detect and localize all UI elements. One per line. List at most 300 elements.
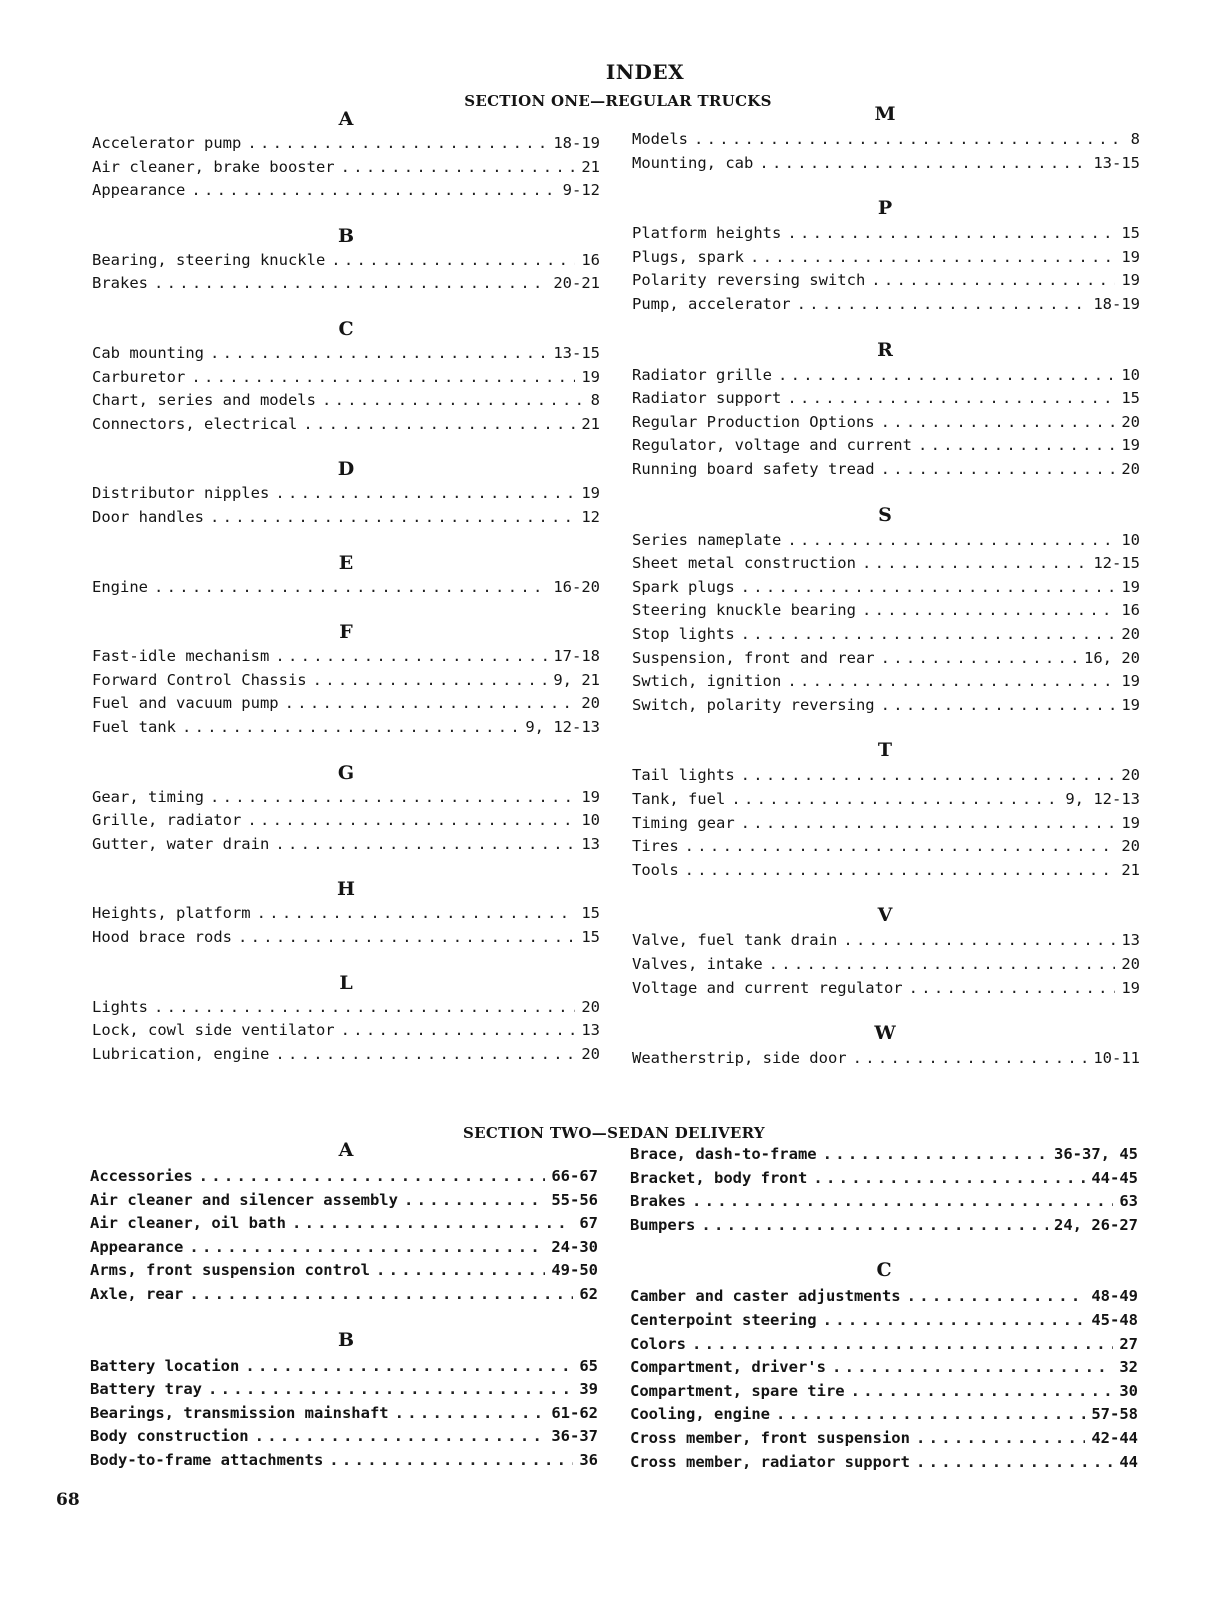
index-entry-pages: 20 [1121, 766, 1140, 785]
dot-leader [787, 529, 1115, 551]
index-entry [92, 692, 600, 714]
index-entry [92, 413, 600, 435]
index-entry [630, 1451, 1138, 1473]
index-entry-pages: 27 [1119, 1334, 1138, 1353]
index-entry [630, 1143, 1138, 1165]
dot-leader [731, 788, 1059, 810]
dot-leader [750, 246, 1115, 268]
index-letter-heading: B [337, 1328, 355, 1351]
dot-leader [199, 1165, 546, 1187]
dot-leader [247, 809, 575, 831]
index-entry [630, 1309, 1138, 1331]
section-two-title: SECTION TWO—SEDAN DELIVERY [463, 1124, 765, 1142]
index-entry [92, 926, 600, 948]
dot-leader [692, 1333, 1113, 1355]
index-entry [92, 272, 600, 294]
index-letter-heading: P [877, 197, 893, 220]
index-entry-pages: 19 [1121, 247, 1140, 266]
index-entry-label: Fuel tank [92, 718, 176, 736]
section-one-title: SECTION ONE—REGULAR TRUCKS [464, 92, 772, 110]
dot-leader [741, 764, 1116, 786]
index-entry-label: Brakes [92, 274, 148, 293]
dot-leader [292, 1212, 573, 1234]
index-entry-label: Tail lights [632, 766, 735, 785]
index-entry [92, 249, 600, 271]
index-entry-label: Body-to-frame attachments [90, 1451, 324, 1469]
index-entry-pages: 13-15 [1093, 153, 1140, 172]
dot-leader [741, 812, 1116, 834]
index-entry-label: Cooling, engine [630, 1405, 770, 1424]
dot-leader [843, 929, 1115, 951]
index-letter-heading: B [337, 224, 355, 247]
dot-leader [787, 670, 1115, 692]
index-entry [92, 645, 600, 667]
index-entry-pages: 20 [581, 997, 600, 1016]
dot-leader [255, 1425, 546, 1447]
dot-leader [313, 669, 548, 691]
index-entry-label: Distributor nipples [92, 484, 270, 503]
dot-leader [329, 1449, 573, 1471]
dot-leader [907, 1285, 1086, 1307]
index-entry-label: Carburetor [92, 367, 186, 386]
index-entry-label: Suspension, front and rear [632, 648, 875, 667]
index-entry [632, 835, 1140, 857]
dot-leader [916, 1427, 1085, 1449]
index-entry [90, 1425, 598, 1447]
index-entry [632, 529, 1140, 551]
dot-leader [154, 996, 575, 1018]
index-entry [92, 506, 600, 528]
index-entry-label: Lock, cowl side ventilator [92, 1021, 335, 1040]
index-entry-label: Accessories [90, 1167, 193, 1185]
index-entry-label: Steering knuckle bearing [632, 601, 856, 620]
dot-leader [210, 506, 575, 528]
dot-leader [701, 1214, 1048, 1236]
dot-leader [862, 599, 1115, 621]
index-entry [90, 1449, 598, 1471]
index-letter-heading: C [338, 318, 354, 340]
index-entry-pages: 19 [1121, 271, 1140, 290]
index-entry-label: Heights, platform [92, 904, 251, 923]
index-entry-pages: 9, 12-13 [525, 718, 600, 736]
index-entry [632, 387, 1140, 409]
index-entry-label: Switch, polarity reversing [632, 695, 875, 714]
dot-leader [182, 716, 519, 738]
dot-leader [881, 458, 1116, 480]
index-letter-heading: W [874, 1022, 896, 1045]
index-entry [92, 996, 600, 1018]
index-letter-heading: R [877, 338, 893, 361]
index-entry-pages: 21 [581, 157, 600, 176]
index-entry-label: Lubrication, engine [92, 1044, 270, 1063]
index-entry [92, 786, 600, 808]
index-entry-pages: 65 [579, 1356, 598, 1375]
dot-leader [245, 1355, 573, 1377]
index-entry-pages: 20 [1121, 460, 1140, 478]
index-entry-label: Accelerator pump [92, 134, 242, 152]
index-entry [632, 434, 1140, 456]
index-entry [632, 293, 1140, 315]
index-entry-pages: 8 [1130, 130, 1140, 148]
index-entry-label: Axle, rear [90, 1285, 184, 1303]
dot-leader [247, 132, 547, 154]
index-entry-label: Appearance [92, 181, 186, 200]
index-entry [92, 366, 600, 388]
index-entry [632, 977, 1140, 999]
index-entry-pages: 36-37 [551, 1427, 598, 1446]
index-entry-label: Sheet metal construction [632, 554, 856, 573]
dot-leader [208, 1378, 573, 1400]
index-title: INDEX [605, 60, 685, 84]
index-entry-pages: 32 [1119, 1358, 1138, 1377]
index-entry-label: Tank, fuel [632, 790, 726, 808]
index-entry-pages: 9, 21 [553, 670, 600, 689]
dot-leader [741, 623, 1116, 645]
dot-leader [787, 222, 1115, 244]
dot-leader [395, 1402, 546, 1424]
index-entry [90, 1259, 598, 1281]
dot-leader [376, 1259, 545, 1281]
index-entry-label: Hood brace rods [92, 928, 232, 946]
index-entry-label: Gear, timing [92, 787, 204, 806]
index-entry-pages: 20 [1121, 625, 1140, 643]
index-entry-label: Radiator grille [632, 365, 772, 384]
index-entry-label: Bumpers [630, 1215, 696, 1234]
dot-leader [853, 1047, 1088, 1069]
index-entry-pages: 19 [1121, 672, 1140, 691]
dot-leader [741, 576, 1116, 598]
index-letter-heading: M [874, 103, 896, 125]
index-entry-label: Swtich, ignition [632, 672, 782, 691]
index-entry [632, 576, 1140, 598]
index-entry [92, 1043, 600, 1065]
index-entry-pages: 66-67 [551, 1167, 598, 1185]
index-entry-label: Camber and caster adjustments [630, 1287, 901, 1306]
dot-leader [759, 152, 1087, 174]
index-entry [630, 1285, 1138, 1307]
dot-leader [692, 1190, 1113, 1212]
index-entry-pages: 19 [1121, 436, 1140, 455]
index-entry [632, 859, 1140, 881]
dot-leader [832, 1356, 1113, 1378]
index-letter-heading: V [877, 904, 893, 927]
index-entry [630, 1190, 1138, 1212]
dot-leader [275, 1043, 575, 1065]
index-entry [92, 156, 600, 178]
index-entry-pages: 45-48 [1091, 1311, 1138, 1329]
index-entry [92, 669, 600, 691]
index-entry [632, 246, 1140, 268]
page-number: 68 [56, 1490, 80, 1510]
index-entry-pages: 30 [1119, 1381, 1138, 1400]
index-entry-pages: 15 [581, 928, 600, 946]
index-entry-pages: 19 [581, 787, 600, 806]
index-letter-heading: E [338, 551, 354, 574]
index-entry [92, 482, 600, 504]
index-entry [632, 812, 1140, 834]
index-entry [92, 833, 600, 855]
index-entry-pages: 36 [579, 1451, 598, 1469]
dot-leader [191, 366, 575, 388]
dot-leader [862, 552, 1087, 574]
index-entry-label: Regulator, voltage and current [632, 436, 912, 455]
index-entry [630, 1403, 1138, 1425]
dot-leader [275, 833, 575, 855]
index-entry [632, 1047, 1140, 1069]
index-entry-pages: 13-15 [553, 344, 600, 362]
index-entry-pages: 8 [590, 391, 600, 410]
dot-leader [210, 786, 575, 808]
dot-leader [685, 835, 1116, 857]
index-entry [92, 389, 600, 411]
index-entry-pages: 21 [1121, 860, 1140, 879]
index-entry [630, 1333, 1138, 1355]
index-entry [90, 1165, 598, 1187]
index-entry-label: Gutter, water drain [92, 834, 270, 853]
index-entry [92, 809, 600, 831]
index-entry-pages: 15 [1121, 389, 1140, 408]
index-entry [632, 552, 1140, 574]
dot-leader [275, 645, 547, 667]
index-entry-pages: 24, 26-27 [1054, 1215, 1138, 1234]
index-entry-pages: 16, 20 [1084, 648, 1140, 667]
index-entry-pages: 20 [581, 1044, 600, 1063]
index-letter-heading: T [877, 739, 893, 762]
index-entry-pages: 39 [579, 1380, 598, 1399]
index-entry [632, 670, 1140, 692]
index-entry [92, 1019, 600, 1041]
index-entry [90, 1378, 598, 1400]
index-entry-label: Series nameplate [632, 530, 782, 549]
index-entry-pages: 57-58 [1091, 1405, 1138, 1424]
dot-leader [685, 859, 1116, 881]
index-entry-pages: 19 [1121, 813, 1140, 832]
dot-leader [154, 576, 547, 598]
index-entry-label: Weatherstrip, side door [632, 1049, 847, 1068]
index-entry [632, 458, 1140, 480]
index-entry [632, 152, 1140, 174]
dot-leader [275, 482, 575, 504]
dot-leader [881, 647, 1078, 669]
index-entry-label: Bearings, transmission mainshaft [90, 1403, 389, 1422]
index-letter-heading: F [339, 621, 353, 644]
index-entry-pages: 44 [1119, 1452, 1138, 1471]
index-entry-label: Brace, dash-to-frame [630, 1145, 817, 1163]
index-entry-pages: 20-21 [553, 274, 600, 293]
index-entry [632, 647, 1140, 669]
dot-leader [694, 128, 1125, 150]
index-entry-label: Appearance [90, 1237, 184, 1256]
index-entry-pages: 44-45 [1091, 1168, 1138, 1187]
index-entry-label: Centerpoint steering [630, 1311, 817, 1329]
index-entry-label: Arms, front suspension control [90, 1261, 370, 1280]
index-entry [632, 128, 1140, 150]
index-entry-label: Pump, accelerator [632, 295, 791, 313]
index-entry-pages: 12 [581, 508, 600, 526]
index-entry-label: Running board safety tread [632, 460, 875, 478]
dot-leader [331, 249, 575, 271]
index-entry-pages: 19 [1121, 695, 1140, 714]
index-entry-pages: 18-19 [1093, 295, 1140, 313]
index-letter-heading: L [339, 971, 353, 994]
dot-leader [341, 1019, 576, 1041]
index-entry-pages: 10 [1121, 530, 1140, 549]
index-entry-pages: 20 [581, 694, 600, 713]
dot-leader [341, 156, 576, 178]
index-entry-label: Body construction [90, 1427, 249, 1446]
index-entry [630, 1167, 1138, 1189]
dot-leader [851, 1380, 1114, 1402]
dot-leader [909, 977, 1116, 999]
index-entry-label: Compartment, spare tire [630, 1381, 845, 1400]
index-entry [92, 179, 600, 201]
index-entry-label: Compartment, driver's [630, 1358, 826, 1377]
index-entry [92, 342, 600, 364]
dot-leader [210, 342, 547, 364]
index-entry [90, 1355, 598, 1377]
index-entry-pages: 19 [1121, 577, 1140, 596]
index-entry-label: Cross member, radiator support [630, 1452, 910, 1471]
index-entry-label: Cab mounting [92, 344, 204, 362]
index-entry [90, 1402, 598, 1424]
index-entry-pages: 20 [1121, 412, 1140, 431]
index-entry-label: Valve, fuel tank drain [632, 931, 838, 950]
index-entry-label: Spark plugs [632, 577, 735, 596]
index-entry-label: Tires [632, 837, 679, 856]
index-entry-pages: 10 [581, 811, 600, 830]
index-entry [632, 764, 1140, 786]
index-entry-label: Grille, radiator [92, 811, 242, 830]
dot-leader [769, 953, 1116, 975]
index-entry-pages: 21 [581, 414, 600, 433]
index-entry-label: Stop lights [632, 625, 735, 643]
dot-leader [303, 413, 575, 435]
dot-leader [285, 692, 576, 714]
index-entry-label: Bracket, body front [630, 1168, 808, 1187]
index-entry-pages: 62 [579, 1285, 598, 1303]
index-entry-pages: 9-12 [562, 181, 600, 200]
dot-leader [778, 364, 1115, 386]
dot-leader [776, 1403, 1085, 1425]
dot-leader [881, 411, 1116, 433]
index-entry [90, 1212, 598, 1234]
dot-leader [189, 1236, 545, 1258]
dot-leader [918, 434, 1115, 456]
dot-leader [787, 387, 1115, 409]
index-letter-heading: G [337, 761, 355, 784]
index-entry [632, 788, 1140, 810]
index-entry-pages: 18-19 [553, 134, 600, 152]
index-entry-label: Air cleaner, brake booster [92, 157, 335, 176]
index-entry [90, 1283, 598, 1305]
index-entry [90, 1189, 598, 1211]
index-entry-label: Timing gear [632, 813, 735, 832]
index-entry [632, 953, 1140, 975]
index-entry-pages: 61-62 [551, 1403, 598, 1422]
index-entry-pages: 20 [1121, 955, 1140, 973]
index-entry-pages: 10 [1121, 365, 1140, 384]
index-entry-pages: 17-18 [553, 647, 600, 666]
index-entry-label: Tools [632, 860, 679, 879]
index-entry-pages: 15 [581, 904, 600, 923]
index-entry-label: Models [632, 130, 688, 148]
index-entry-label: Air cleaner, oil bath [90, 1214, 286, 1233]
index-letter-heading: A [338, 1139, 354, 1161]
index-entry-label: Plugs, spark [632, 247, 744, 266]
dot-leader [154, 272, 547, 294]
dot-leader [322, 389, 585, 411]
dot-leader [189, 1283, 573, 1305]
index-entry-label: Regular Production Options [632, 412, 875, 431]
index-entry-label: Mounting, cab [632, 153, 754, 172]
index-entry-label: Battery location [90, 1356, 240, 1375]
index-entry-pages: 55-56 [551, 1190, 598, 1209]
index-entry-pages: 48-49 [1091, 1287, 1138, 1306]
index-entry [632, 599, 1140, 621]
index-entry [630, 1356, 1138, 1378]
index-entry-pages: 67 [579, 1214, 598, 1233]
index-letter-heading: A [338, 108, 354, 130]
index-entry-pages: 19 [1121, 978, 1140, 997]
index-entry-pages: 13 [581, 1021, 600, 1040]
index-entry-label: Colors [630, 1334, 686, 1353]
dot-leader [813, 1167, 1085, 1189]
index-entry-label: Platform heights [632, 224, 782, 243]
index-entry [632, 694, 1140, 716]
index-entry-pages: 49-50 [551, 1261, 598, 1280]
index-entry [630, 1214, 1138, 1236]
index-entry-label: Polarity reversing switch [632, 271, 866, 290]
index-entry [92, 132, 600, 154]
index-letter-heading: S [878, 503, 892, 526]
dot-leader [257, 902, 576, 924]
index-entry-label: Chart, series and models [92, 391, 316, 410]
index-entry-pages: 13 [581, 834, 600, 853]
dot-leader [871, 269, 1115, 291]
index-entry-label: Fuel and vacuum pump [92, 694, 279, 713]
index-entry [632, 269, 1140, 291]
index-entry-pages: 42-44 [1091, 1429, 1138, 1447]
index-entry [632, 623, 1140, 645]
index-entry-pages: 16 [581, 250, 600, 269]
index-entry [92, 576, 600, 598]
index-entry-label: Voltage and current regulator [632, 978, 903, 997]
index-entry-label: Connectors, electrical [92, 414, 298, 433]
index-letter-heading: D [337, 458, 355, 481]
index-entry-label: Forward Control Chassis [92, 670, 307, 689]
index-entry [92, 902, 600, 924]
index-entry-pages: 9, 12-13 [1065, 790, 1140, 808]
dot-leader [191, 179, 556, 201]
index-entry-pages: 13 [1121, 931, 1140, 950]
index-entry [632, 222, 1140, 244]
dot-leader [823, 1309, 1086, 1331]
index-entry-label: Valves, intake [632, 955, 763, 973]
index-entry-label: Battery tray [90, 1380, 202, 1399]
index-entry-label: Door handles [92, 508, 204, 526]
index-entry-label: Lights [92, 997, 148, 1016]
index-entry-label: Cross member, front suspension [630, 1429, 910, 1447]
index-entry-pages: 12-15 [1093, 554, 1140, 573]
index-entry-label: Brakes [630, 1192, 686, 1211]
index-entry-pages: 16-20 [553, 577, 600, 596]
index-entry [632, 364, 1140, 386]
index-entry-label: Engine [92, 577, 148, 596]
index-entry-pages: 15 [1121, 224, 1140, 243]
index-entry [632, 411, 1140, 433]
dot-leader [916, 1451, 1113, 1473]
dot-leader [823, 1143, 1048, 1165]
